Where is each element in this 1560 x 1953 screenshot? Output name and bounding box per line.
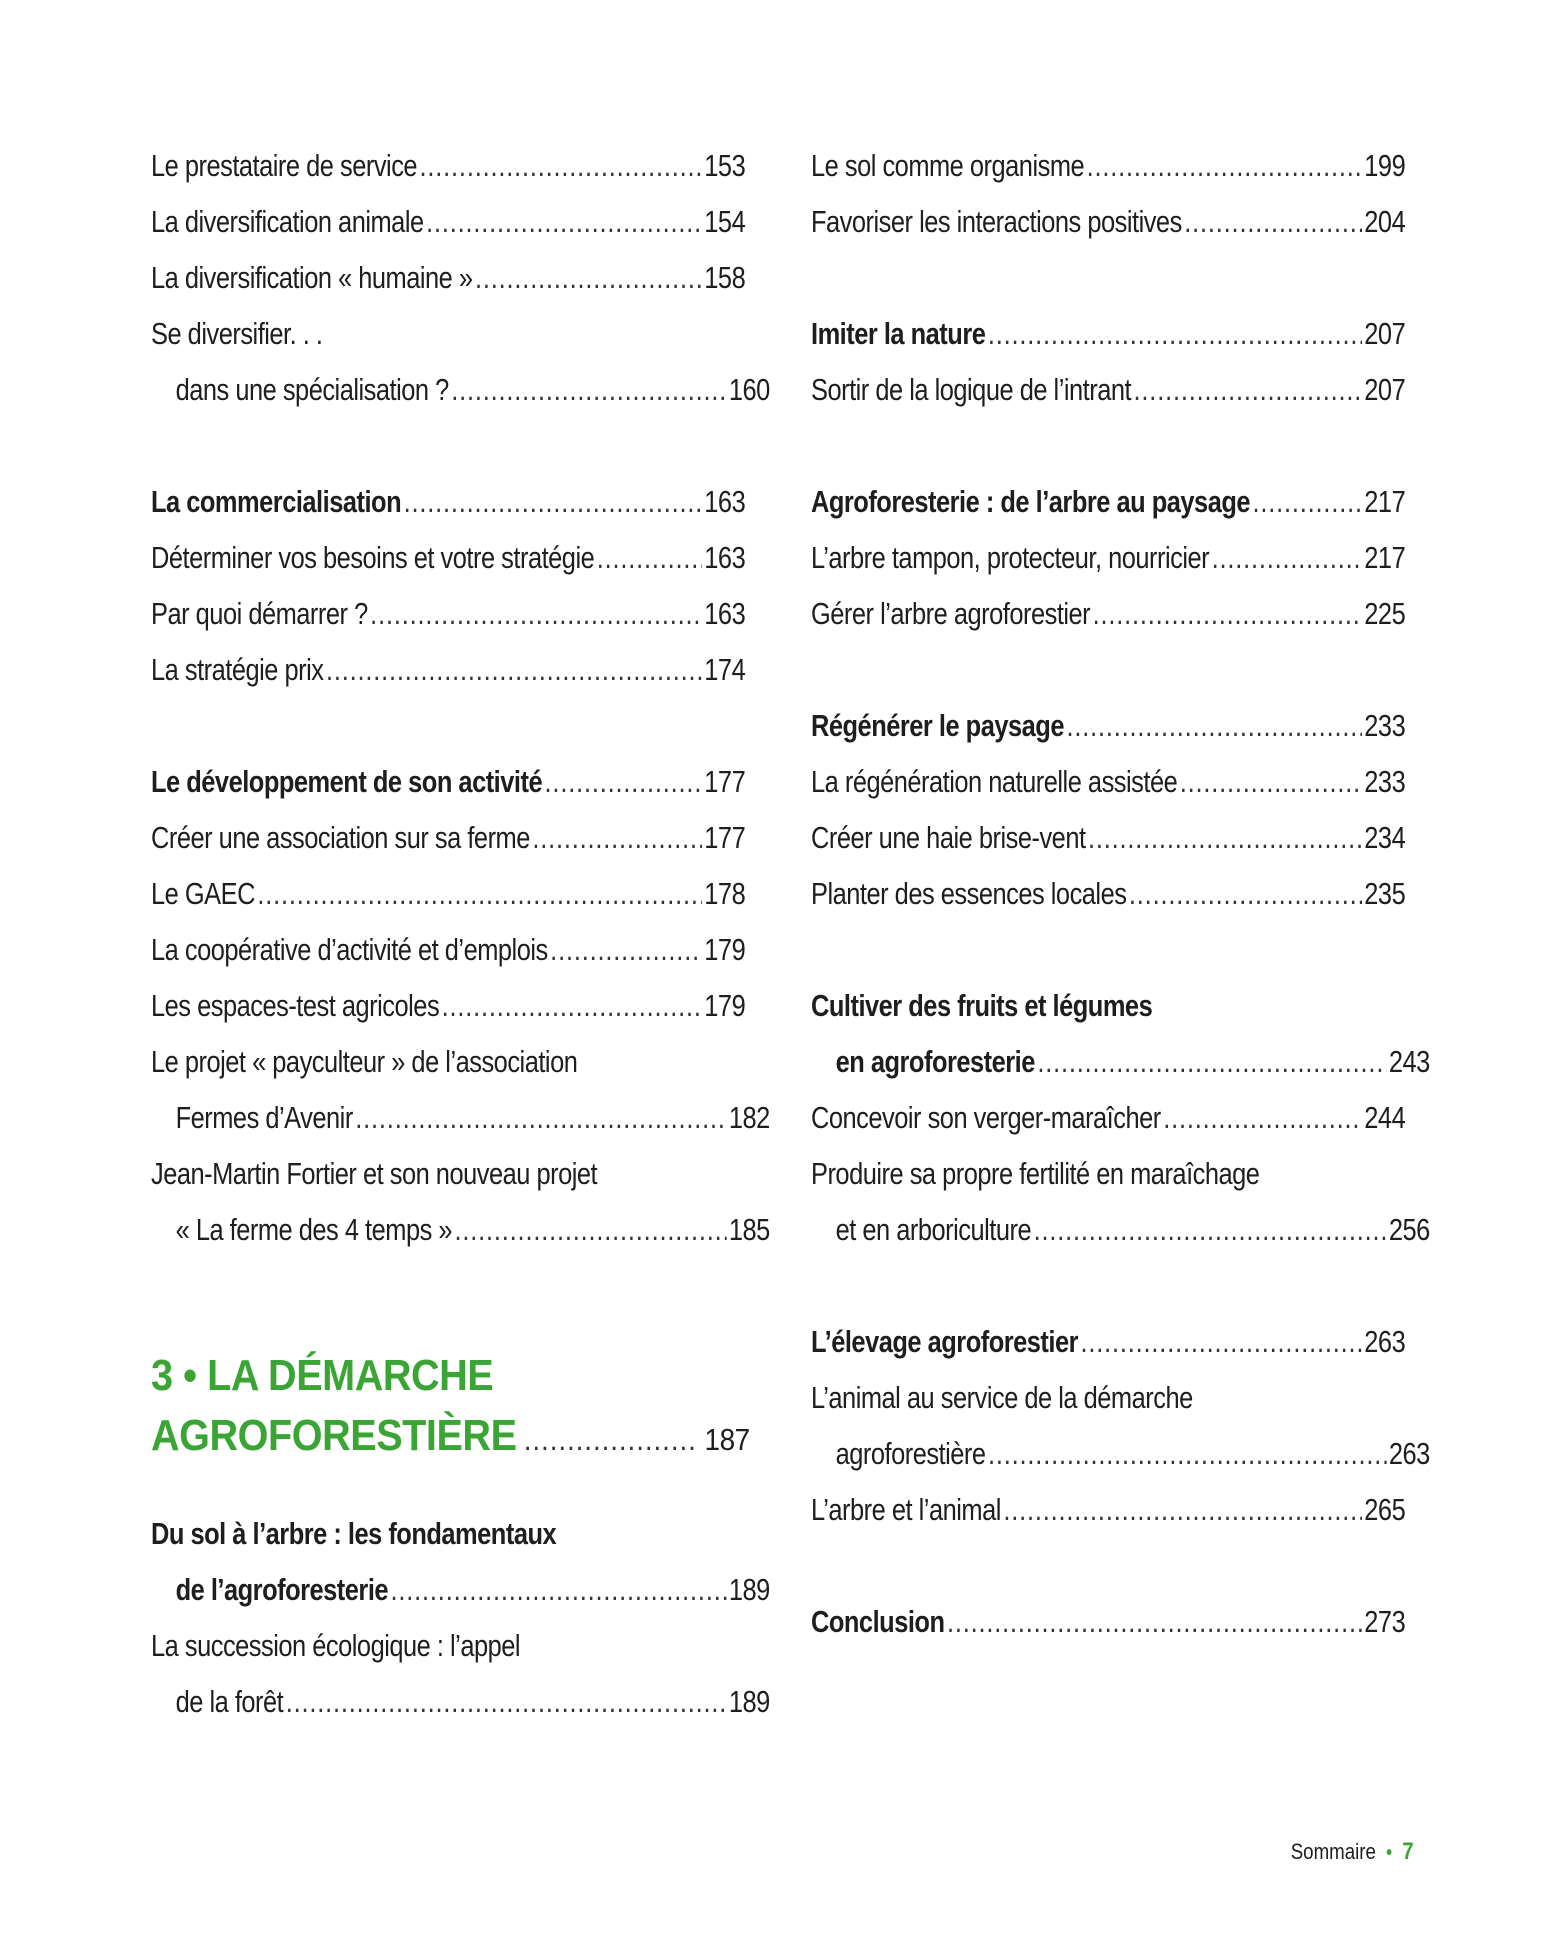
toc-entry[interactable]: Créer une association sur sa ferme ..... 177 [151,810,745,866]
page-number: 235 [1364,876,1406,911]
toc-entry[interactable]: La diversification « humaine » ..... 158 [151,250,745,306]
toc-left-column [151,138,770,1730]
toc-entry[interactable]: Le projet « payculteur » de l’association [151,1044,578,1079]
page-number: 177 [704,764,746,799]
page-number: 233 [1364,708,1406,743]
page-number: 187 [704,1422,750,1457]
toc-entry[interactable]: Fermes d’Avenir ..... 182 [151,1090,770,1146]
toc-entry[interactable]: et en arboriculture ..... 256 [811,1202,1430,1258]
page-number: 158 [704,260,746,295]
toc-entry[interactable]: Planter des essences locales ..... 235 [811,866,1405,922]
toc-entry[interactable]: Se diversifier. . . [151,316,323,351]
toc-entry[interactable]: Le GAEC ..... 178 [151,866,745,922]
toc-entry[interactable]: Produire sa propre fertilité en maraîchage [811,1156,1260,1191]
toc-entry[interactable]: Le sol comme organisme ..... 199 [811,138,1405,194]
bullet-icon: • [1386,1842,1393,1864]
page-number: 185 [728,1212,770,1247]
toc-entry[interactable]: La stratégie prix ..... 174 [151,642,745,698]
toc-section-heading[interactable]: Le développement de son activité ..... 177 [151,754,745,810]
toc-entry[interactable]: Le prestataire de service ..... 153 [151,138,745,194]
page-number: 263 [1364,1324,1406,1359]
page-number: 178 [704,876,746,911]
toc-entry[interactable]: de la forêt ..... 189 [151,1674,770,1730]
toc-entry[interactable]: Jean-Martin Fortier et son nouveau projet [151,1156,598,1191]
toc-section-heading[interactable]: Du sol à l’arbre : les fondamentaux [151,1516,557,1551]
page-number: 256 [1388,1212,1430,1247]
toc-section-heading[interactable]: en agroforesterie ..... 243 [811,1034,1430,1090]
toc-entry[interactable]: Créer une haie brise-vent ..... 234 [811,810,1405,866]
page-number: 153 [704,148,746,183]
page-number: 177 [704,820,746,855]
page-number: 263 [1388,1436,1430,1471]
toc-entry[interactable]: Concevoir son verger-maraîcher ..... 244 [811,1090,1405,1146]
part-title-line1: 3 • LA DÉMARCHE [151,1351,494,1400]
page-number: 160 [728,372,770,407]
toc-section-heading[interactable]: Agroforesterie : de l’arbre au paysage ..... 217 [811,474,1405,530]
toc-section-heading[interactable]: La commercialisation ..... 163 [151,474,745,530]
part-title-line2: AGROFORESTIÈRE ..... 187 [151,1406,750,1470]
footer-label: Sommaire [1291,1839,1377,1864]
toc-entry[interactable]: agroforestière ..... 263 [811,1426,1430,1482]
toc-entry[interactable]: L’animal au service de la démarche [811,1380,1193,1415]
toc-section-heading[interactable]: L’élevage agroforestier ..... 263 [811,1314,1405,1370]
toc-entry[interactable]: La coopérative d’activité et d’emplois ..... 179 [151,922,745,978]
page-number: 217 [1364,484,1406,519]
page-number: 163 [704,540,746,575]
page-number: 163 [704,596,746,631]
toc-entry[interactable]: dans une spécialisation ? ..... 160 [151,362,770,418]
page-number: 179 [704,932,746,967]
page-number: 182 [728,1100,770,1135]
page-number: 243 [1388,1044,1430,1079]
page-number: 244 [1364,1100,1406,1135]
page-footer [1291,1838,1414,1866]
page-number: 233 [1364,764,1406,799]
page-number: 234 [1364,820,1406,855]
page-number: 207 [1364,316,1406,351]
toc-entry[interactable]: Les espaces-test agricoles ..... 179 [151,978,745,1034]
page-number: 189 [728,1684,770,1719]
footer-page-number: 7 [1402,1838,1414,1865]
page-number: 189 [728,1572,770,1607]
toc-entry[interactable]: La succession écologique : l’appel [151,1628,521,1663]
page-number: 265 [1364,1492,1406,1527]
page-number: 225 [1364,596,1406,631]
toc-entry[interactable]: Sortir de la logique de l’intrant ..... 207 [811,362,1405,418]
page-number: 163 [704,484,746,519]
toc-entry[interactable]: Par quoi démarrer ? ..... 163 [151,586,745,642]
page-number: 273 [1364,1604,1406,1639]
toc-right-column [811,138,1430,1650]
page-number: 154 [704,204,746,239]
page-number: 204 [1364,204,1406,239]
toc-section-heading[interactable]: Cultiver des fruits et légumes [811,988,1153,1023]
toc-entry[interactable]: Favoriser les interactions positives ..... 204 [811,194,1405,250]
toc-entry[interactable]: Déterminer vos besoins et votre stratégie ..... 163 [151,530,745,586]
toc-section-heading[interactable]: Régénérer le paysage ..... 233 [811,698,1405,754]
toc-section-heading[interactable]: de l’agroforesterie ..... 189 [151,1562,770,1618]
page-number: 179 [704,988,746,1023]
page-number: 199 [1364,148,1406,183]
toc-entry[interactable]: Gérer l’arbre agroforestier ..... 225 [811,586,1405,642]
toc-entry[interactable]: L’arbre et l’animal ..... 265 [811,1482,1405,1538]
toc-entry[interactable]: La régénération naturelle assistée ..... 233 [811,754,1405,810]
page-number: 174 [704,652,746,687]
toc-section-heading[interactable]: Imiter la nature ..... 207 [811,306,1405,362]
toc-entry[interactable]: L’arbre tampon, protecteur, nourricier ..... 217 [811,530,1405,586]
toc-entry[interactable]: « La ferme des 4 temps » ..... 185 [151,1202,770,1258]
part-title[interactable] [151,1346,750,1470]
toc-section-heading[interactable]: Conclusion ..... 273 [811,1594,1405,1650]
page-number: 217 [1364,540,1406,575]
toc-entry[interactable]: La diversification animale ..... 154 [151,194,745,250]
page-number: 207 [1364,372,1406,407]
